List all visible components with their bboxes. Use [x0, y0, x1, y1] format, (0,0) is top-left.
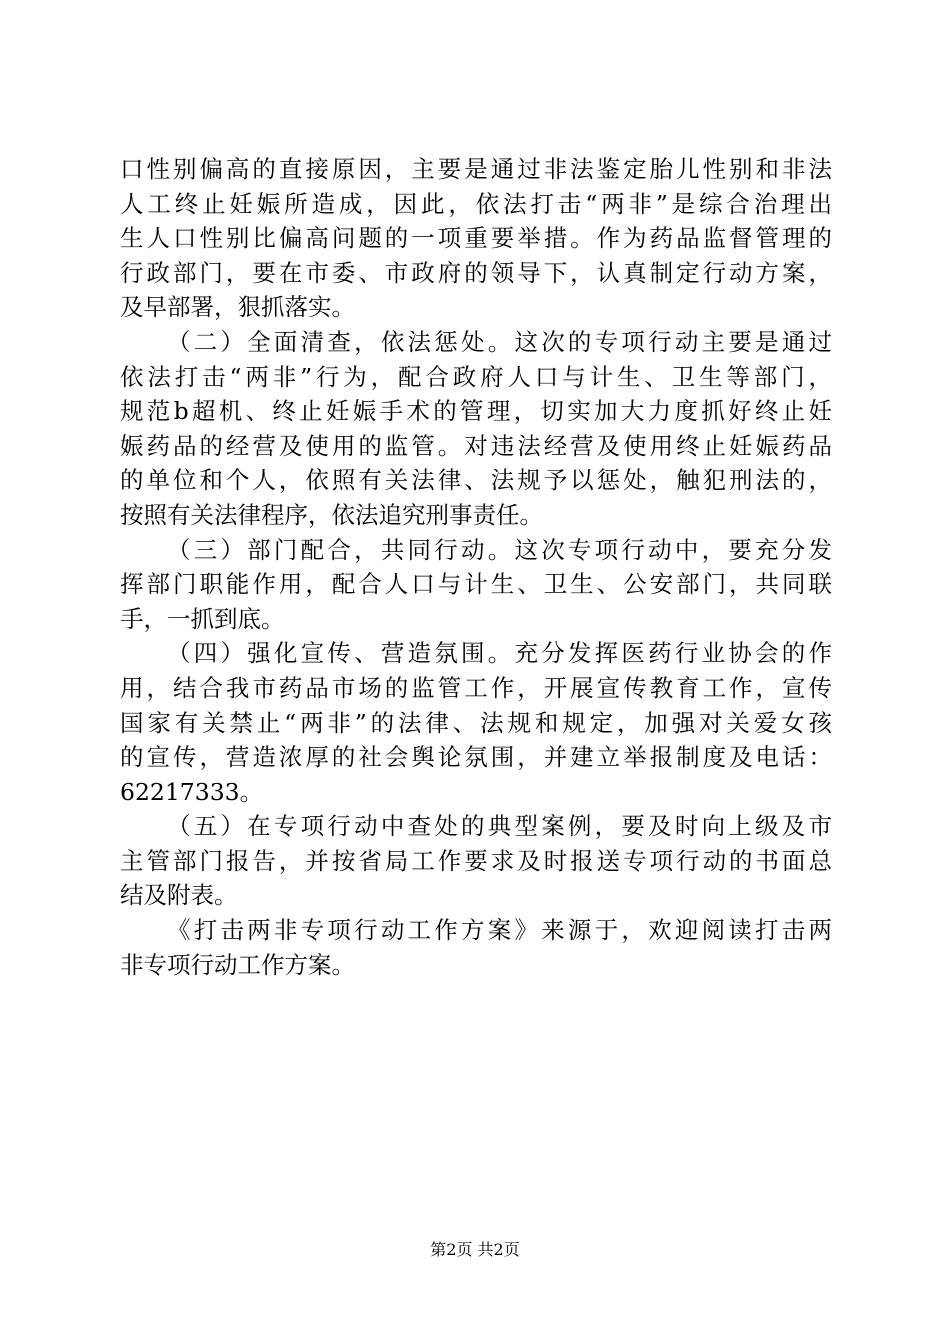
text-line: 口性别偏高的直接原因，主要是通过非法鉴定胎儿性别和非法 [120, 155, 832, 183]
text-line: （五）在专项行动中查处的典型案例，要及时向上级及市 [167, 812, 832, 841]
text-line: 主管部门报告，并按省局工作要求及时报送专项行动的书面总 [120, 846, 832, 875]
page-footer: 第2页 共2页 [430, 1240, 520, 1259]
text-line: 人工终止妊娠所造成，因此，依法打击“两非”是综合治理出 [120, 189, 832, 218]
text-line: 规范b超机、终止妊娠手术的管理，切实加大力度抓好终止妊 [120, 397, 832, 426]
text-line: 用，结合我市药品市场的监管工作，开展宣传教育工作，宣传 [120, 673, 832, 702]
text-line: 行政部门，要在市委、市政府的领导下，认真制定行动方案， [120, 258, 832, 287]
text-line: 《打击两非专项行动工作方案》来源于，欢迎阅读打击两 [167, 916, 832, 945]
text-line: 娠药品的经营及使用的监管。对违法经营及使用终止妊娠药品 [120, 431, 832, 460]
text-line: 按照有关法律程序，依法追究刑事责任。 [120, 500, 543, 529]
text-line: （二）全面清查，依法惩处。这次的专项行动主要是通过 [167, 327, 832, 356]
text-line: 生人口性别比偏高问题的一项重要举措。作为药品监督管理的 [120, 224, 832, 253]
text-line: 的单位和个人，依照有关法律、法规予以惩处，触犯刑法的， [120, 466, 832, 495]
text-line: 挥部门职能作用，配合人口与计生、卫生、公安部门，共同联 [120, 570, 832, 599]
document-body [120, 152, 832, 982]
text-line: 62217333。 [120, 777, 264, 806]
text-line: 非专项行动工作方案。 [120, 950, 355, 979]
text-line: （三）部门配合，共同行动。这次专项行动中，要充分发 [167, 535, 832, 564]
text-line: 的宣传，营造浓厚的社会舆论氛围，并建立举报制度及电话： [120, 743, 832, 772]
text-line: 结及附表。 [120, 881, 238, 910]
text-line: 国家有关禁止“两非”的法律、法规和规定，加强对关爱女孩 [120, 708, 832, 737]
text-line: 依法打击“两非”行为，配合政府人口与计生、卫生等部门， [120, 362, 832, 391]
text-line: 手，一抓到底。 [120, 604, 285, 633]
text-line: 及早部署，狠抓落实。 [120, 293, 355, 322]
text-line: （四）强化宣传、营造氛围。充分发挥医药行业协会的作 [167, 639, 832, 668]
